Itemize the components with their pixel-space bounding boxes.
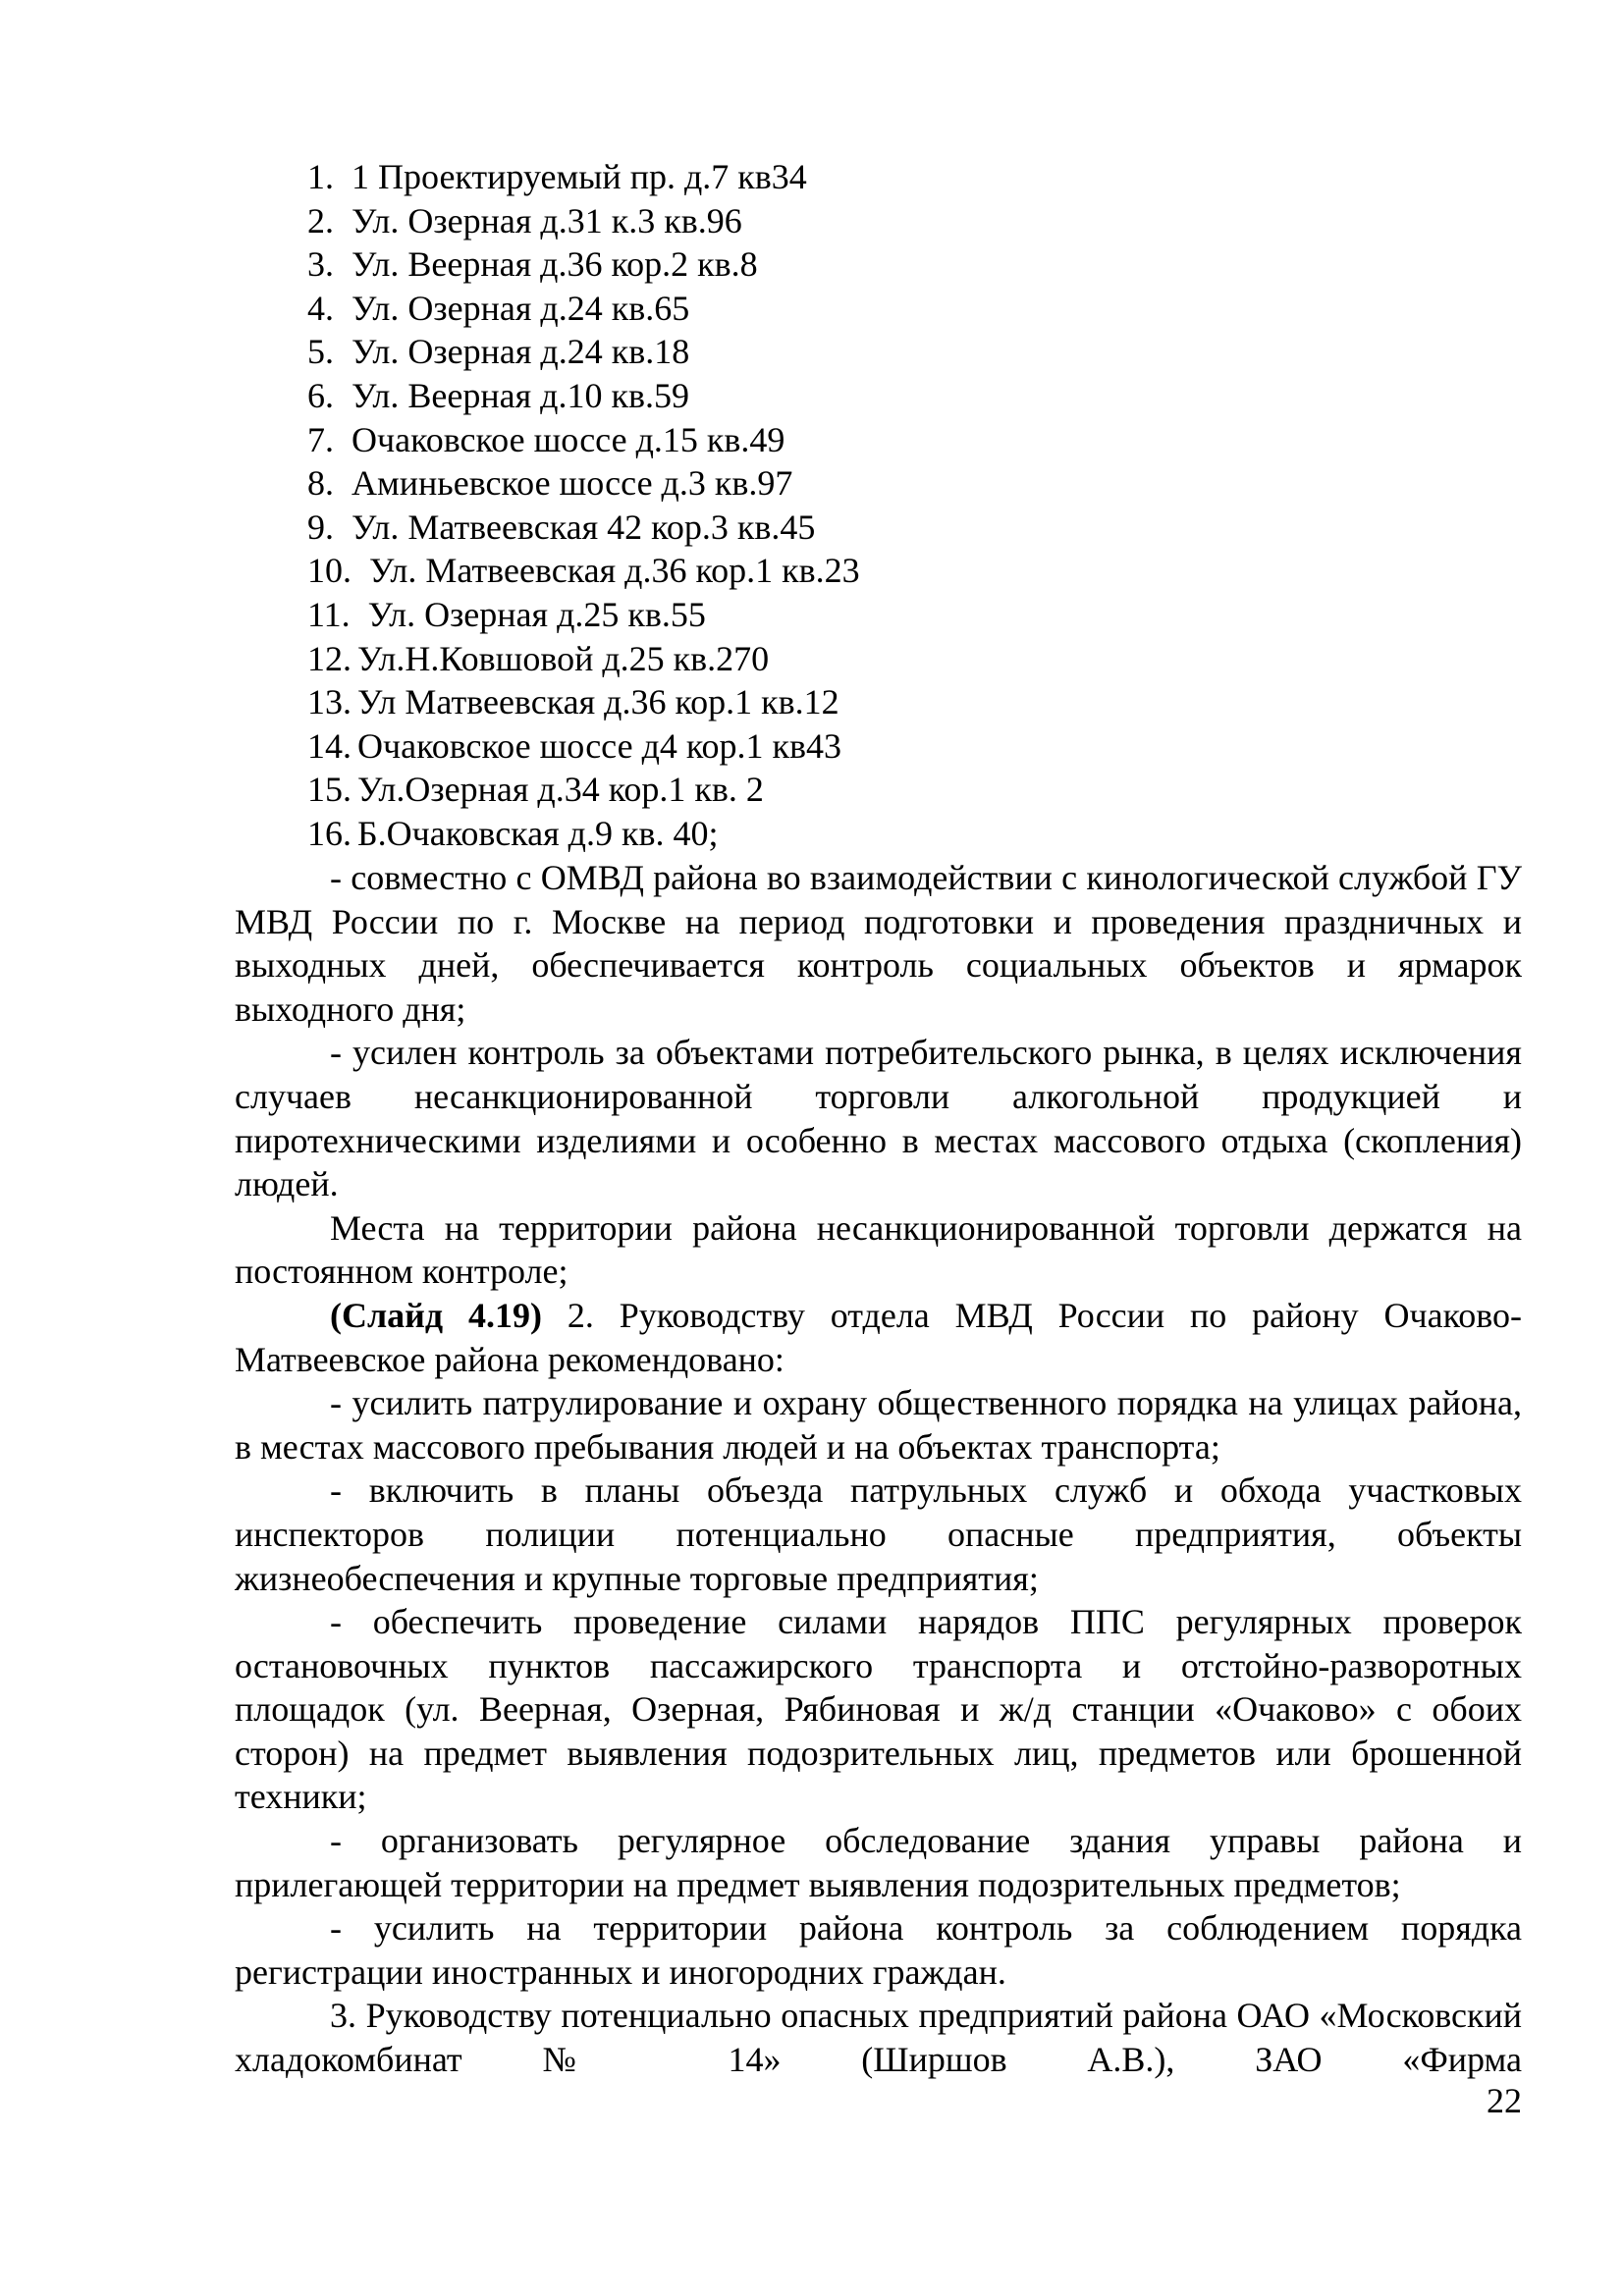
address-list-item — [307, 242, 1191, 287]
paragraph-consumer-market: - усилен контроль за объектами потребительского рынка, в целях исключения случаев несанкционированной торговли алкогольной продукцией и пиротехническими изделиями и особенно в местах массового отдыха (скопления) людей. — [235, 1033, 1522, 1204]
recommendation-intro-text: 2. Руководству отдела МВД России по району Очаково-Матвеевское района рекомендовано: — [235, 1295, 1522, 1379]
list-item-number: 15. — [307, 770, 352, 810]
document-body — [235, 856, 1522, 2082]
list-item-number: 1. — [307, 157, 334, 196]
list-item-address: Ул. Веерная д.36 кор.2 кв.8 — [352, 244, 758, 285]
list-item-address: Ул. Озерная д.31 к.3 кв.96 — [352, 200, 742, 240]
paragraph-trade-places: Места на территории района несанкционированной торговли держатся на постоянном контроле; — [235, 1207, 1522, 1292]
address-list-item — [307, 680, 1191, 724]
address-list-item — [307, 593, 1191, 637]
address-list-item — [307, 461, 1191, 506]
list-item-address: Аминьевское шоссе д.3 кв.97 — [352, 463, 793, 504]
list-item-number: 7. — [307, 419, 334, 459]
list-item-address: Ул.Озерная д.34 кор.1 кв. 2 — [357, 770, 764, 810]
address-list-item — [307, 768, 1191, 812]
address-list-item — [307, 330, 1191, 374]
list-item-number: 14. — [307, 725, 352, 766]
list-item-address: Ул. Озерная д.24 кв.65 — [352, 288, 690, 328]
list-item-number: 9. — [307, 507, 334, 547]
list-item-number: 4. — [307, 288, 334, 328]
list-item-number: 11. — [307, 594, 351, 634]
paragraph-building-inspection: - организовать регулярное обследование здания управы района и прилегающей территории на предмет выявления подозрительных предметов; — [235, 1821, 1522, 1904]
paragraph-patrol: - усилить патрулирование и охрану общественного порядка на улицах района, в местах массового пребывания людей и на объектах транспорта; — [235, 1383, 1522, 1467]
list-item-number: 13. — [307, 682, 352, 722]
list-item-number: 2. — [307, 200, 334, 240]
list-item-number: 10. — [307, 551, 352, 591]
address-list-item — [307, 287, 1191, 331]
list-item-address: Ул. Матвеевская д.36 кор.1 кв.23 — [369, 551, 860, 591]
list-item-address: Ул Матвеевская д.36 кор.1 кв.12 — [357, 682, 839, 722]
address-list-item — [307, 812, 1191, 856]
address-list-item — [307, 724, 1191, 769]
address-list-item — [307, 549, 1191, 593]
paragraph-transport-stops: - обеспечить проведение силами нарядов ППС регулярных проверок остановочных пунктов пассажирского транспорта и отстойно-разворотных площадок (ул. Веерная, Озерная, Рябиновая и ж/д станции «Очаково» с обоих сторон) на предмет выявления подозрительных лиц, предметов или брошенной техники; — [235, 1602, 1522, 1817]
list-item-address: Ул. Матвеевская 42 кор.3 кв.45 — [352, 507, 816, 547]
list-item-number: 6. — [307, 375, 334, 415]
list-item-number: 16. — [307, 813, 352, 853]
address-list-item — [307, 374, 1191, 418]
paragraph-registration-control: - усилить на территории района контроль за соблюдением порядка регистрации иностранных и иногородних граждан. — [235, 1908, 1522, 1992]
paragraph-inspection-plans: - включить в планы объезда патрульных служб и обхода участковых инспекторов полиции потенциально опасные предприятия, объекты жизнеобеспечения и крупные торговые предприятия; — [235, 1470, 1522, 1598]
list-item-address: Ул.Н.Ковшовой д.25 кв.270 — [357, 638, 770, 678]
list-item-number: 3. — [307, 244, 334, 285]
list-item-address: Очаковское шоссе д4 кор.1 кв43 — [357, 725, 842, 766]
address-list-item — [307, 418, 1191, 462]
address-list — [307, 155, 1191, 856]
address-list-item — [307, 199, 1191, 243]
paragraph-recommendation-intro — [235, 1294, 1522, 1381]
paragraph-kinology-control: - совместно с ОМВД района во взаимодействии с кинологической службой ГУ МВД России по г. Москве на период подготовки и проведения праздничных и выходных дней, обеспечивается контроль социальных объектов и ярмарок выходного дня; — [235, 858, 1522, 1029]
list-item-address: Ул. Веерная д.10 кв.59 — [352, 375, 689, 415]
list-item-number: 8. — [307, 463, 334, 504]
page-number: 22 — [1487, 2081, 1522, 2120]
list-item-number: 5. — [307, 332, 334, 372]
address-list-item — [307, 506, 1191, 550]
list-item-address: Очаковское шоссе д.15 кв.49 — [352, 419, 785, 459]
address-list-item — [307, 155, 1191, 199]
list-item-address: Ул. Озерная д.25 кв.55 — [367, 594, 706, 634]
slide-reference: (Слайд 4.19) — [330, 1295, 542, 1335]
list-item-address: Б.Очаковская д.9 кв. 40; — [357, 813, 719, 853]
paragraph-hazardous-enterprises: 3. Руководству потенциально опасных предприятий района ОАО «Московский хладокомбинат № 14» (Ширшов А.В.), ЗАО «Фирма — [235, 1996, 1522, 2080]
address-list-item — [307, 637, 1191, 681]
list-item-address: Ул. Озерная д.24 кв.18 — [352, 332, 690, 372]
list-item-address: 1 Проектируемый пр. д.7 кв34 — [352, 157, 807, 196]
list-item-number: 12. — [307, 638, 352, 678]
